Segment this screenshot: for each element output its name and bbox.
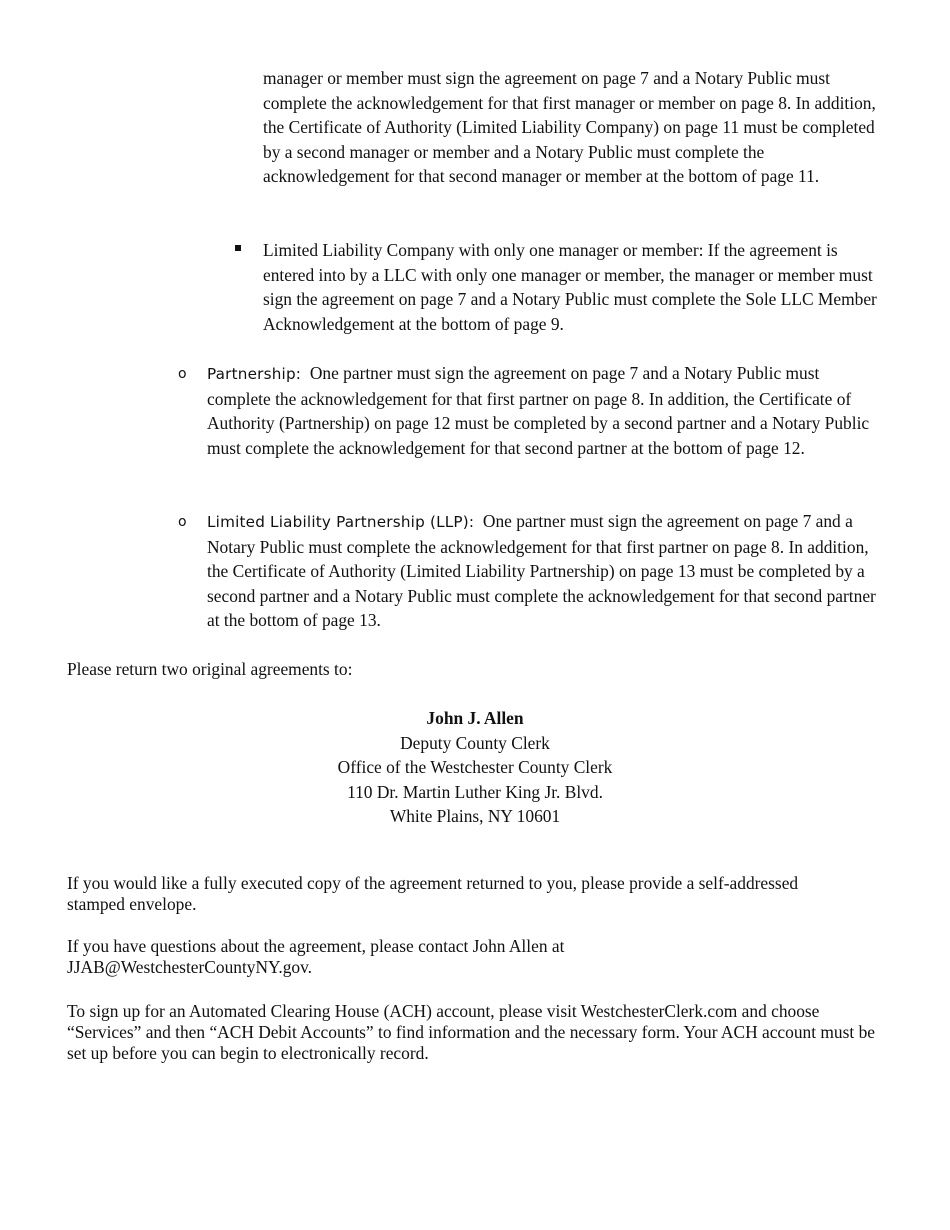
copy-note-text: If you would like a fully executed copy of the agreement returned to you, please provide a self-addressed stamped envelope.	[67, 873, 799, 915]
llp-item	[207, 509, 887, 633]
address-office: Office of the Westchester County Clerk	[337, 757, 613, 778]
llc-single-member-item	[263, 238, 891, 336]
partnership-item	[207, 361, 887, 460]
llp-text: One partner must sign the agreement on page 7 and a Notary Public must complete the acknowledgement for that first partner on page 8. In addition, the Certificate of Authority (Limited Liability Partnership) on page 13 must be completed by a second partner and a Notary Public must complete the acknowledgement for that second partner at the bottom of page 13.	[207, 511, 876, 631]
ach-note	[67, 984, 897, 1082]
circle-bullet-icon: o	[178, 366, 187, 382]
partnership-heading: Partnership:	[207, 365, 302, 383]
return-intro	[67, 657, 897, 682]
questions-note-text: If you have questions about the agreement, please contact John Allen at JJAB@WestchesterCountyNY.gov.	[67, 936, 565, 978]
mailing-address	[0, 706, 950, 829]
partnership-paragraph	[207, 361, 887, 460]
llc-multi-member-text: manager or member must sign the agreement on page 7 and a Notary Public must complete the acknowledgement for that first manager or member on page 8. In addition, the Certificate of Authority (Limited Liability Company) on page 11 must be completed by a second manager or member and a Notary Public must complete the acknowledgement for that second manager or member at the bottom of page 11.	[263, 68, 876, 187]
llp-heading: Limited Liability Partnership (LLP):	[207, 513, 475, 531]
address-title: Deputy County Clerk	[400, 732, 550, 753]
llc-multi-member-continuation	[263, 66, 888, 189]
ach-note-text: To sign up for an Automated Clearing House (ACH) account, please visit WestchesterClerk.com and choose “Services” and then “ACH Debit Accounts” to find information and the necessary form. Your ACH account must be set up before you can begin to electronically record.	[67, 1001, 875, 1064]
address-city: White Plains, NY 10601	[389, 806, 561, 827]
llc-single-member-text: Limited Liability Company with only one manager or member: If the agreement is entered into by a LLC with only one manager or member, the manager or member must sign the agreement on page 7 and a Notary Public must complete the Sole LLC Member Acknowledgement at the bottom of page 9.	[263, 240, 877, 334]
address-name: John J. Allen	[426, 708, 524, 728]
return-intro-text: Please return two original agreements to:	[67, 659, 353, 679]
address-street: 110 Dr. Martin Luther King Jr. Blvd.	[347, 781, 603, 802]
square-bullet-icon	[235, 245, 241, 251]
circle-bullet-icon: o	[178, 514, 187, 530]
partnership-text: One partner must sign the agreement on page 7 and a Notary Public must complete the acknowledgement for that first partner on page 8. In addition, the Certificate of Authority (Partnership) on page 12 must be completed by a second partner and a Notary Public must complete the acknowledgement for that second partner at the bottom of page 12.	[207, 363, 870, 458]
llp-paragraph	[207, 509, 887, 633]
